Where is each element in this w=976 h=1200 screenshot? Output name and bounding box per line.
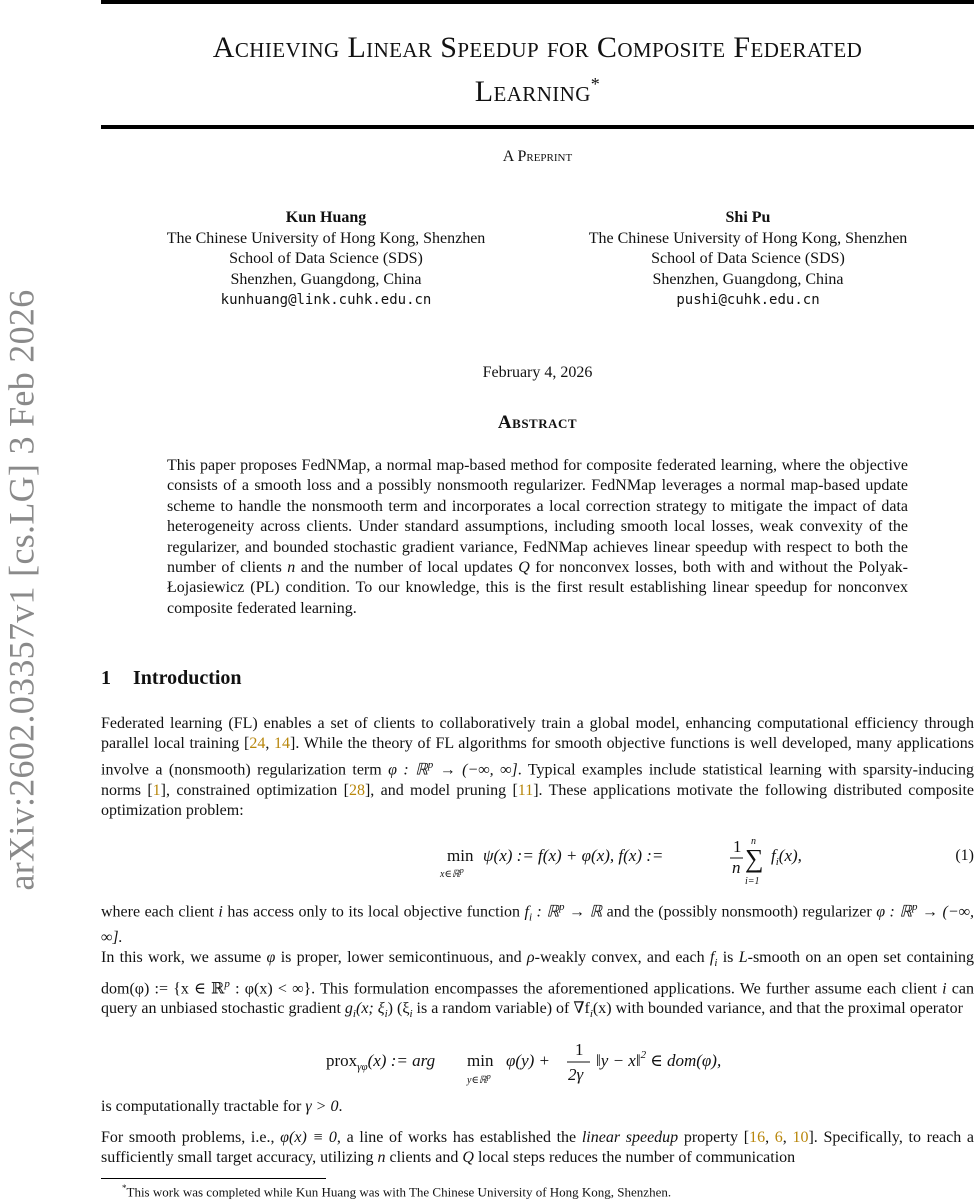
intro-paragraph-1: Federated learning (FL) enables a set of clients to collaboratively train a global model, enhancing computational efficiency through parallel local training [24, 14]. While the theory of FL algorithms for smooth objective functions is well developed, many applications involve a (nonsmooth) regularization term φ : ℝ$^p$ → (−∞, ∞]. Typical examples include statistical learning with sparsity-inducing norms [1], constrained optimization [28], and model pruning [11]. These applications motivate the following distributed composite optimization problem: bbox=[101, 715, 975, 819]
citation-link[interactable]: 28 bbox=[348, 781, 365, 799]
author-name: Kun Huang bbox=[285, 209, 367, 226]
equation-number: (1) bbox=[955, 847, 974, 864]
section-title: Introduction bbox=[133, 667, 242, 689]
svg-text:y∈ℝp: y∈ℝ$^p$ bbox=[467, 1072, 491, 1086]
svg-text:∑: ∑ bbox=[745, 844, 764, 873]
citation-link[interactable]: 6 bbox=[774, 1129, 783, 1146]
svg-text:n: n bbox=[751, 836, 756, 847]
svg-text:1: 1 bbox=[575, 1040, 584, 1059]
svg-text:i=1: i=1 bbox=[745, 876, 760, 887]
svg-text:1: 1 bbox=[733, 837, 742, 856]
author-block-2 bbox=[538, 208, 958, 311]
publication-date: February 4, 2026 bbox=[482, 364, 593, 381]
intro-paragraph-2: where each client i has access only to its local objective function $f_i$ : ℝ$^p$ → ℝ and the (possibly nonsmooth) regularizer φ : ℝ$^p$ → (−∞, ∞]. bbox=[101, 901, 975, 946]
title-line-2: Learning* bbox=[474, 74, 601, 108]
equation-1-formula bbox=[440, 834, 867, 890]
svg-text:n: n bbox=[732, 858, 741, 877]
footnote-mark: * bbox=[122, 1183, 127, 1193]
author-block-1 bbox=[116, 208, 536, 311]
section-number: 1 bbox=[101, 667, 111, 689]
title-bottom-rule bbox=[101, 125, 974, 129]
arxiv-identifier: arXiv:2602.03357v1 [cs.LG] 3 Feb 2026 bbox=[2, 289, 42, 891]
footnote bbox=[122, 1183, 671, 1200]
citation-link[interactable]: 10 bbox=[792, 1129, 809, 1146]
svg-text:min: min bbox=[467, 1051, 494, 1070]
abstract-heading: Abstract bbox=[497, 412, 578, 433]
title-footnote-mark: * bbox=[590, 74, 601, 94]
footnote-rule bbox=[101, 1178, 326, 1179]
intro-paragraph-4: is computationally tractable for γ > 0. bbox=[101, 1098, 343, 1115]
svg-text:‖y − x‖2∈ dom(φ),: ‖y − x‖$^2$ ∈ dom(φ), bbox=[596, 1049, 722, 1070]
paper-title bbox=[101, 30, 974, 110]
citation-link[interactable]: 16 bbox=[749, 1129, 766, 1146]
citation-link[interactable]: 1 bbox=[152, 781, 161, 799]
author-email[interactable]: kunhuang@link.cuhk.edu.cn bbox=[220, 292, 432, 308]
title-top-rule bbox=[101, 0, 974, 4]
title-line-1: Achieving Linear Speedup for Composite Federated bbox=[212, 31, 863, 64]
citation-link[interactable]: 24 bbox=[249, 735, 266, 753]
equation-1 bbox=[101, 834, 974, 890]
section-heading-introduction bbox=[101, 667, 242, 690]
author-department: School of Data Science (SDS) bbox=[229, 250, 423, 267]
intro-paragraph-3: In this work, we assume φ is proper, lower semicontinuous, and ρ-weakly convex, and each $f_i$ is L-smooth on an open set containing dom(φ) := {x ∈ ℝ$^p$ : φ(x) < ∞}. This formulation encompasses the aforementioned applications. We further assume each client i can query an unbiased stochastic gradient $g_i(x$; $\xi_i$) ($\xi_i$ is a random variable) of $\nabla f_i(x)$ with bounded variance, and that the proximal operator bbox=[101, 949, 975, 1021]
svg-text:2γ: 2γ bbox=[568, 1065, 584, 1084]
author-location: Shenzhen, Guangdong, China bbox=[230, 270, 422, 288]
svg-text:φ(y) +: φ(y) + bbox=[506, 1051, 550, 1070]
preprint-label: A Preprint bbox=[502, 148, 573, 165]
author-location: Shenzhen, Guangdong, China bbox=[652, 270, 844, 288]
intro-paragraph-5: For smooth problems, i.e., φ(x) ≡ 0, a line of works has established the linear speedup property [16, 6, 10]. Specifically, to reach a sufficiently small target accuracy, utilizing n clients and Q local steps reduces the number of communication bbox=[101, 1129, 975, 1167]
author-affiliation: The Chinese University of Hong Kong, Shenzhen bbox=[166, 229, 486, 247]
author-name: Shi Pu bbox=[725, 209, 771, 226]
svg-text:min: min bbox=[447, 846, 474, 865]
svg-text:x∈ℝp: x∈ℝ$^p$ bbox=[440, 866, 464, 880]
citation-link[interactable]: 14 bbox=[274, 735, 291, 753]
equation-prox-operator bbox=[326, 1036, 826, 1092]
svg-text:fi(x),: $f_i(x)$, bbox=[771, 846, 802, 868]
svg-text:ψ(x) := f(x) + φ(x), f(x) :=: ψ(x) := f(x) + φ(x), f(x) := bbox=[483, 846, 664, 865]
prox-operator-formula bbox=[326, 1036, 826, 1092]
arxiv-side-stamp bbox=[2, 270, 42, 910]
author-email[interactable]: pushi@cuhk.edu.cn bbox=[676, 292, 820, 308]
citation-link[interactable]: 11 bbox=[517, 781, 534, 799]
footnote-text: This work was completed while Kun Huang was with The Chinese University of Hong Kong, Shenzhen. bbox=[126, 1184, 672, 1200]
abstract-text: This paper proposes FedNMap, a normal map-based method for composite federated learning, where the objective consists of a smooth loss and a possibly nonsmooth regularizer. FedNMap leverages a normal map-based update scheme to handle the nonsmooth term and incorporates a local correction strategy to mitigate the impact of data heterogeneity across clients. Under standard assumptions, including smooth local losses, weak convexity of the regularizer, and bounded stochastic gradient variance, FedNMap achieves linear speedup with respect to both the number of clients n and the number of local updates Q for nonconvex losses, both with and without the Polyak-Łojasiewicz (PL) condition. To our knowledge, this is the first result establishing linear speedup for nonconvex composite federated learning. bbox=[167, 457, 909, 617]
author-affiliation: The Chinese University of Hong Kong, Shenzhen bbox=[588, 229, 908, 247]
author-department: School of Data Science (SDS) bbox=[651, 250, 845, 267]
svg-text:proxγφ(x) := arg: prox$_{\gamma\varphi}$(x) := arg bbox=[326, 1051, 436, 1073]
